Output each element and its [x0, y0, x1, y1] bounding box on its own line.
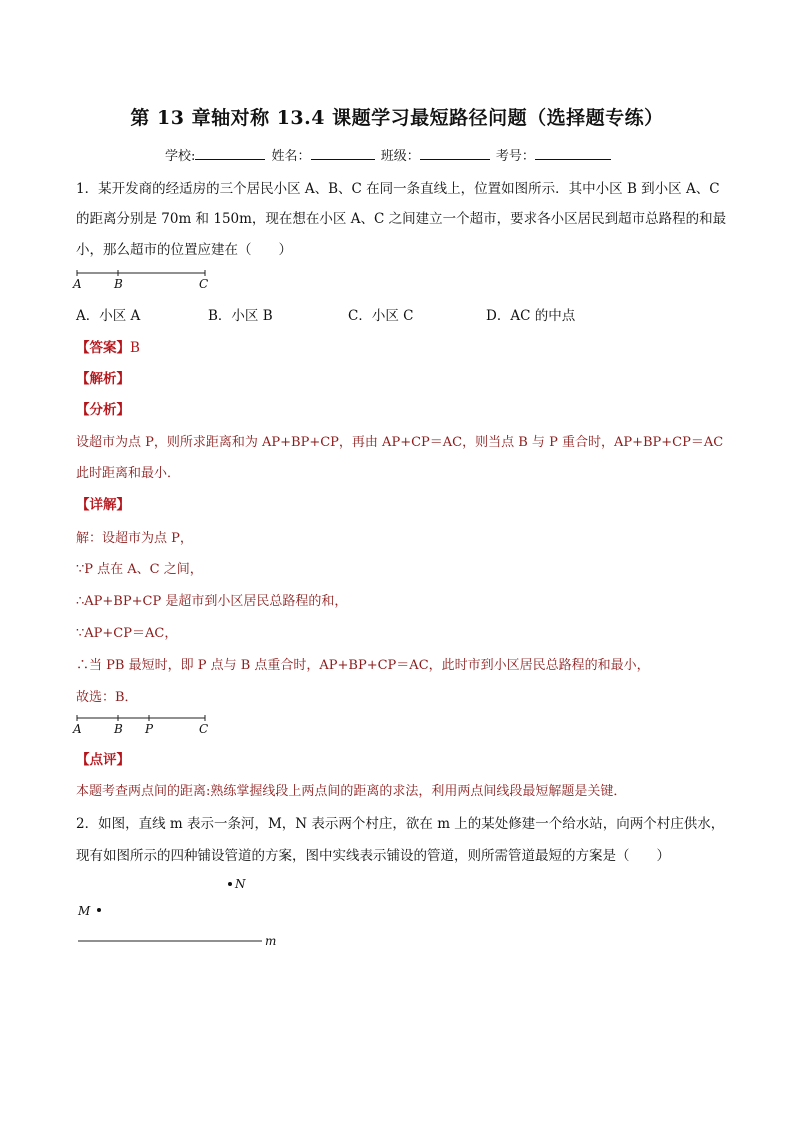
q1-stem-line-1: 1．某开发商的经适房的三个居民小区 A、B、C 在同一条直线上，位置如图所示．其中小区 B 到小区 A、C [76, 181, 720, 197]
village-m-dot [97, 908, 101, 912]
school-label: 学校: [165, 149, 196, 164]
label-b-2: B [114, 722, 123, 736]
answer-tag: 【答案】 [76, 340, 130, 356]
xiangjie-line-6: 故选：B． [76, 690, 138, 705]
answer-value: B [130, 340, 140, 356]
label-m-village: M [78, 904, 91, 918]
q1-option-b[interactable]: B．小区 B [208, 308, 273, 324]
jiexi-tag: 【解析】 [76, 371, 130, 387]
label-a: A [73, 277, 82, 291]
xiangjie-line-2: ∵P 点在 A、C 之间， [76, 562, 203, 577]
q1-figure-segment-abpc [72, 711, 222, 737]
label-b: B [114, 277, 123, 291]
label-p-2: P [145, 722, 154, 736]
page-title: 第 13 章轴对称 13.4 课题学习最短路径问题（选择题专练） [130, 107, 664, 129]
q1-stem-line-3: 小，那么超市的位置应建在（ ） [76, 242, 292, 258]
dianping-tag: 【点评】 [76, 752, 130, 768]
label-n: N [235, 877, 246, 891]
class-label: 班级： [380, 149, 420, 164]
q2-stem-line-2: 现有如图所示的四种铺设管道的方案，图中实线表示铺设的管道，则所需管道最短的方案是（ ） [76, 848, 670, 864]
label-c: C [199, 277, 209, 291]
label-c-2: C [199, 722, 209, 736]
xiangjie-line-1: 解：设超市为点 P， [76, 531, 193, 546]
q1-figure-segment-abc [72, 266, 222, 292]
xiangjie-line-3: ∴AP+BP+CP 是超市到小区居民总路程的和， [76, 594, 348, 609]
name-blank[interactable] [311, 147, 375, 160]
q1-option-d[interactable]: D．AC 的中点 [486, 308, 576, 324]
student-info-row [165, 145, 613, 164]
class-blank[interactable] [420, 147, 490, 160]
fenxi-line-1: 设超市为点 P，则所求距离和为 AP+BP+CP，再由 AP+CP＝AC，则当点 B 与 P 重合时，AP+BP+CP＝AC [76, 435, 724, 450]
school-blank[interactable] [195, 147, 265, 160]
q1-stem-line-2: 的距离分别是 70m 和 150m，现在想在小区 A、C 之间建立一个超市，要求各小区居民到超市总路程的和最 [76, 211, 727, 227]
dianping-text: 本题考查两点间的距离:熟练掌握线段上两点间的距离的求法，利用两点间线段最短解题是关键． [76, 784, 627, 799]
name-label: 姓名： [271, 149, 311, 164]
xiangjie-tag: 【详解】 [76, 497, 130, 513]
label-a-2: A [73, 722, 82, 736]
q2-figure-river-villages [74, 872, 294, 954]
exam-no-label: 考号： [495, 149, 535, 164]
exam-no-blank[interactable] [535, 147, 611, 160]
q1-option-a[interactable]: A．小区 A [76, 308, 141, 324]
q1-option-c[interactable]: C．小区 C [348, 308, 414, 324]
fenxi-line-2: 此时距离和最小． [76, 466, 181, 481]
village-n-dot [228, 882, 232, 886]
label-m-river: m [265, 934, 277, 948]
fenxi-tag: 【分析】 [76, 402, 130, 418]
xiangjie-line-4: ∵AP+CP＝AC， [76, 626, 178, 641]
xiangjie-line-5: ∴当 PB 最短时，即 P 点与 B 点重合时，AP+BP+CP＝AC，此时市到小区居民总路程的和最小， [76, 658, 650, 673]
answer-line [76, 336, 140, 356]
q2-stem-line-1: 2．如图，直线 m 表示一条河，M，N 表示两个村庄，欲在 m 上的某处修建一个给水站，向两个村庄供水， [76, 816, 725, 832]
